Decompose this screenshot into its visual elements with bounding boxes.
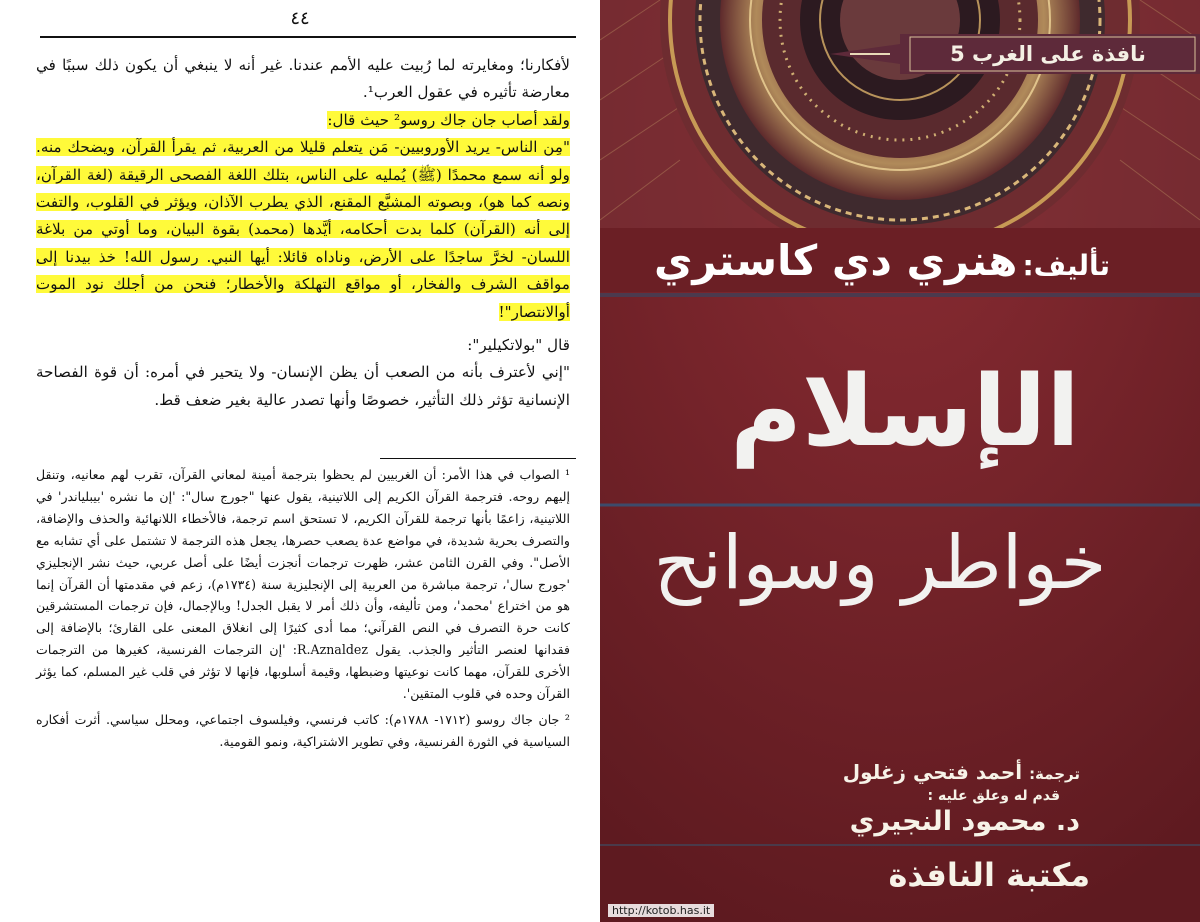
publisher-name: مكتبة النافذة <box>888 856 1090 894</box>
intro-label: قدم له وعلق عليه : <box>927 788 1060 804</box>
paragraph-rousseau-quote <box>36 134 570 326</box>
author-name: هنري دي كاستري <box>653 236 1018 285</box>
book-cover <box>600 0 1200 922</box>
series-label: نافذة على الغرب 5 <box>950 42 1146 66</box>
book-subtitle: خواطر وسوانح <box>653 520 1107 606</box>
main-text <box>36 52 570 414</box>
translator-label: ترجمة: <box>1029 765 1080 783</box>
author-line <box>654 236 1110 285</box>
paragraph-quote-intro: قال "بولاتكيلير": <box>467 336 570 355</box>
footnote-2: ² جان جاك روسو (١٧١٢- ١٧٨٨م): كاتب فرنسي، وفيلسوف اجتماعي، ومحلل سياسي. أثرت أفكاره السياسية في الثورة الفرنسية، وفي تطوير الاشتراكية، ونمو القومية. <box>36 711 570 749</box>
page-number: ٤٤ <box>290 8 310 29</box>
paragraph-rousseau-intro <box>36 107 570 134</box>
translator-line <box>843 760 1080 784</box>
watermark-url: http://kotob.has.it <box>608 904 714 917</box>
paragraph-quote: "إني لأعترف بأنه من الصعب أن يظن الإنسان- ولا يتحير في أمره: أن قوة الفصاحة الإنسانية تؤثر ذلك التأثير، خصوصًا وأنها تصدر عالية بغير ضعف قط. <box>36 363 570 409</box>
book-title: الإسلام <box>730 355 1080 469</box>
footnote-rule <box>380 458 576 459</box>
highlighted-quote: "مِن الناس- يريد الأوروبيين- مَن يتعلم قليلا من العربية، ثم يقرأ القرآن، ويضحك منه. ولو أنه سمع محمدًا (ﷺ) يُمليه على الناس، بتلك اللغة الفصحى الرقيقة (لغة القرآن، ونصه كما هو)، وبصوته المشبَّع المقنع، الذي يطرب الآذان، ويؤثر في القلوب، والتفت إلى أنه (القرآن) كلما بدت أحكامه، أيَّدها (محمد) بقوة البيان، وما أوتي من بلاغة اللسان- لخرَّ ساجدًا على الأرض، وناداه قائلا: أيها النبي. رسول الله! خذ بيدنا إلى مواقف الشرف والفخار، أو مواقع التهلكة والأخطار؛ فنحن من أجلك نود الموت أوالانتصار"! <box>36 138 570 321</box>
highlighted-text: ولقد أصاب جان جاك روسو² حيث قال: <box>327 110 570 129</box>
author-prefix: تأليف: <box>1022 249 1110 282</box>
footnote-1: ¹ الصواب في هذا الأمر: أن الغربيين لم يحظوا بترجمة أمينة لمعاني القرآن، تقرب لهم معانيه، وتنقل إليهم روحه. فترجمة القرآن الكريم إلى اللاتينية، يقول عنها "جورج سال": 'إن ما نشره 'بيبلياندر' في اللاتينية، زاعمًا بأنها ترجمة للقرآن الكريم، لا تستحق اسم ترجمة، فالأخطاء اللانهائية والحذف والإضافة، والتصرف بحرية شديدة، في مواضع عدة يصعب حصرها، يجعل هذه الترجمة لا تشتمل على أي تشابه مع الأصل". وفي القرن الثامن عشر، ظهرت ترجمات أنجزت أيضًا على أصل عربي، حيث نشر الإنجليزي 'جورج سال'، ترجمة مباشرة من العربية إلى الإنجليزية سنة (١٧٣٤م)، زعم في مقدمتها أن القرآن إنما هو من اختراع 'محمد'، ومن تأليفه، وأن ذلك أمر لا يقبل الجدل! وبالإجمال، فإن ترجمات المستشرقين كانت حرة التصرف في النص القرآني؛ مما أدى كثيرًا إلى انغلاق المعنى على القارئ؛ بالإضافة إلى فقدانها لعنصر التأثير والجذب. يقول R.Aznaldez: 'إن الترجمات الفرنسية، كغيرها من الترجمات الأخرى للقرآن، مهما كانت نوعيتها وضبطها، وقيمة أسلوبها، فإنها لا تؤثر في قلب غير المسلم، كما يؤثر القرآن وحده في قلوب المتقين'. <box>36 467 571 702</box>
footnotes <box>36 464 570 753</box>
editor-name: د. محمود النجيري <box>849 806 1080 837</box>
paragraph-intro: لأفكارنا؛ ومغايرته لما رُبيت عليه الأمم عندنا. غير أنه لا ينبغي أن يكون ذلك سببًا في معارضة تأثيره في عقول العرب¹. <box>36 56 570 102</box>
translator-name: أحمد فتحي زغلول <box>842 760 1023 784</box>
header-rule <box>40 36 576 38</box>
